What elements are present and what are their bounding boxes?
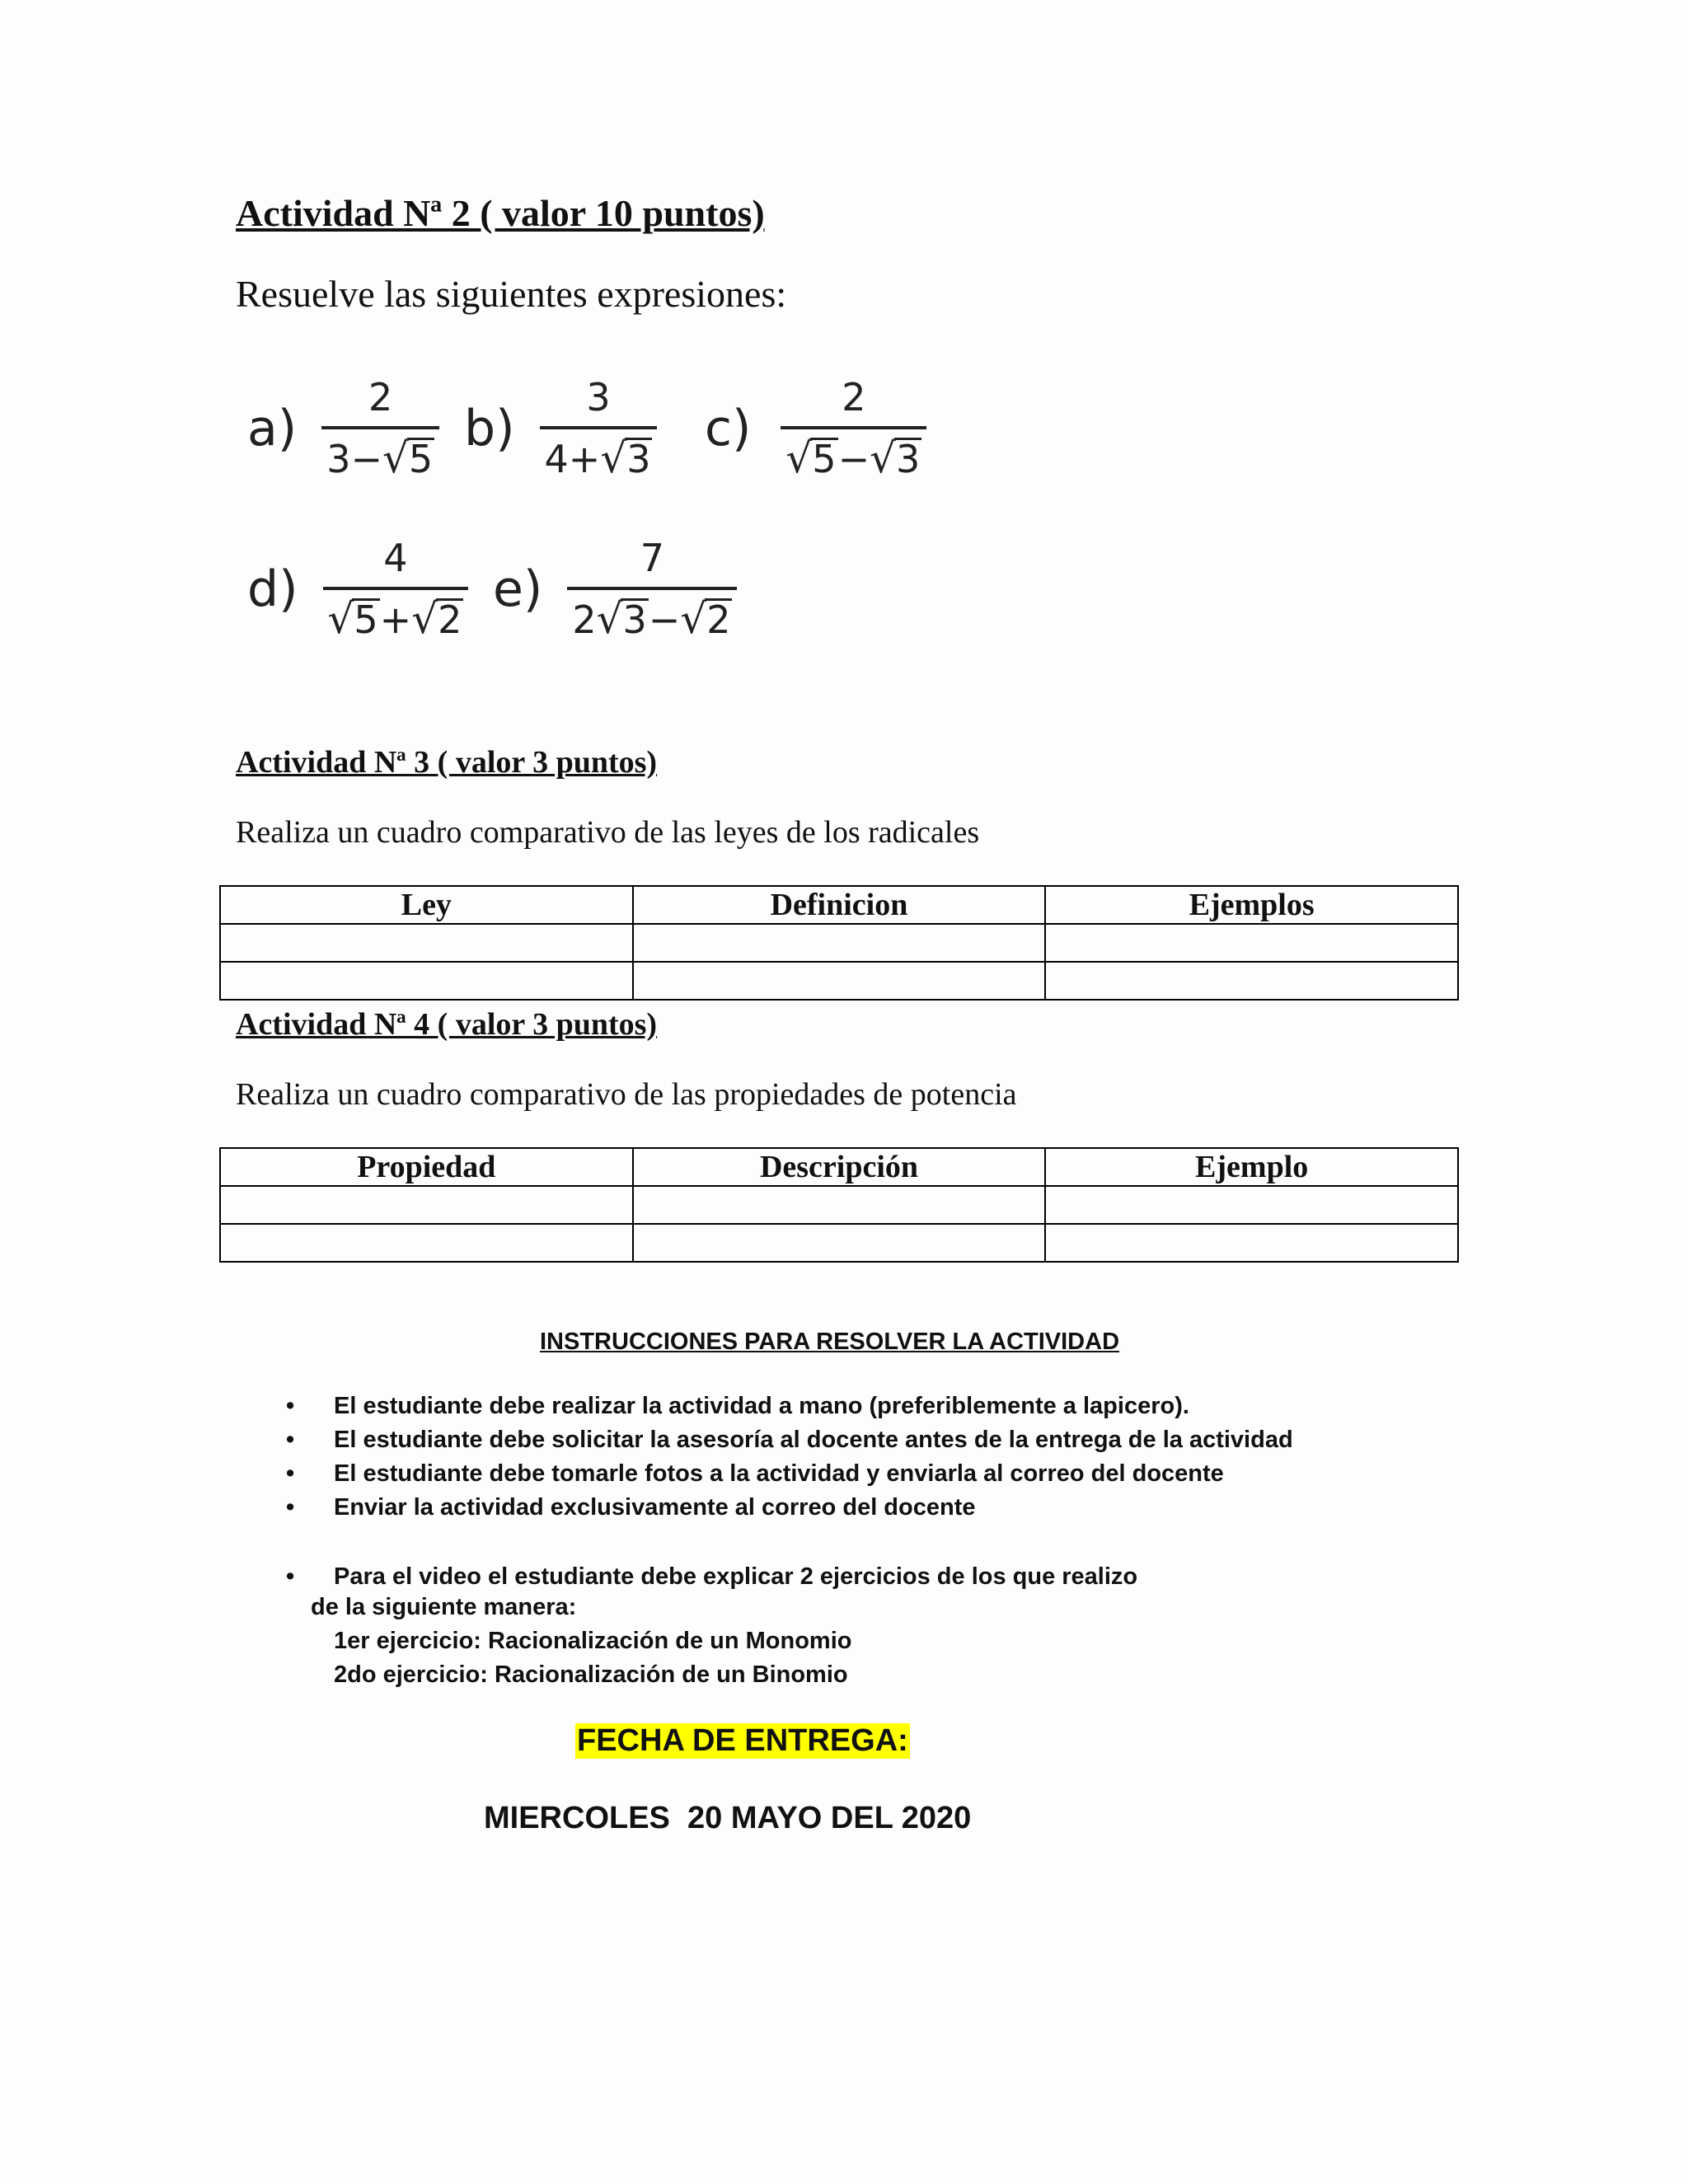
table-header-row (220, 1148, 1458, 1186)
table-cell[interactable] (633, 1186, 1046, 1224)
video-instructions (286, 1560, 1138, 1594)
numerator: 2 (842, 375, 866, 419)
sqrt-symbol: √ (600, 434, 627, 482)
bullet-icon: • (286, 1427, 295, 1453)
table-cell[interactable] (220, 962, 633, 1000)
exercise-a (247, 375, 439, 482)
exercise-c (705, 375, 926, 482)
sqrt-symbol: √ (411, 595, 438, 643)
numerator: 7 (640, 536, 665, 580)
fraction (540, 375, 658, 482)
radicals-table (219, 885, 1459, 1001)
sqrt-symbol: √ (785, 434, 813, 482)
col-header-descripcion: Descripción (633, 1148, 1046, 1186)
exercise-d (247, 536, 468, 643)
activity-3-prompt: Realiza un cuadro comparativo de las leyes de los radicales (236, 815, 980, 850)
table-cell[interactable] (633, 924, 1046, 962)
table-header-row (220, 886, 1458, 924)
sqrt-symbol: √ (382, 434, 409, 482)
exercise-label: e) (493, 560, 543, 618)
activity-4-title: Actividad Nª 4 ( valor 3 puntos) (236, 1007, 658, 1042)
video-exercise-2: 2do ejercicio: Racionalización de un Binomio (334, 1661, 848, 1688)
activity-2-title: Actividad Nª 2 ( valor 10 puntos) (236, 192, 765, 234)
sqrt-symbol: √ (870, 434, 896, 482)
denominator: 3−√5 (326, 434, 434, 482)
table-cell[interactable] (1045, 962, 1458, 1000)
denominator: √5−√3 (785, 434, 921, 482)
table-row (220, 1224, 1458, 1262)
bullet-icon: • (286, 1460, 295, 1487)
denominator: 2√3−√2 (572, 595, 731, 643)
numerator: 4 (383, 536, 408, 580)
fraction (321, 375, 439, 482)
fraction (781, 375, 926, 482)
activity-4-prompt: Realiza un cuadro comparativo de las propiedades de potencia (236, 1077, 1017, 1112)
table-cell[interactable] (633, 962, 1046, 1000)
exercise-label: b) (464, 400, 515, 457)
denominator: 4+√3 (544, 434, 651, 482)
list-item: • Enviar la actividad exclusivamente al correo del docente (334, 1491, 1293, 1525)
exercise-label: d) (247, 560, 298, 618)
list-item: • El estudiante debe tomarle fotos a la actividad y enviarla al correo del docente (334, 1457, 1293, 1491)
table-cell[interactable] (1045, 924, 1458, 962)
activity-3-title: Actividad Nª 3 ( valor 3 puntos) (236, 745, 658, 780)
instructions-heading: INSTRUCCIONES PARA RESOLVER LA ACTIVIDAD (540, 1329, 1120, 1355)
activity-2-prompt: Resuelve las siguientes expresiones: (236, 273, 787, 315)
table-cell[interactable] (1045, 1186, 1458, 1224)
col-header-ejemplo: Ejemplo (1045, 1148, 1458, 1186)
exercise-e (493, 536, 737, 643)
table-row (220, 1186, 1458, 1224)
exercise-label: c) (705, 400, 752, 457)
bullet-icon: • (286, 1393, 295, 1419)
sqrt-symbol: √ (596, 595, 623, 643)
sqrt-symbol: √ (680, 595, 707, 643)
col-header-ley: Ley (220, 886, 633, 924)
col-header-propiedad: Propiedad (220, 1148, 633, 1186)
exercise-label: a) (247, 400, 298, 457)
powers-table (219, 1147, 1459, 1263)
table-cell[interactable] (220, 1186, 633, 1224)
sqrt-symbol: √ (327, 595, 354, 643)
list-item: • El estudiante debe solicitar la asesoría al docente antes de la entrega de la actividad (334, 1423, 1293, 1457)
col-header-ejemplos: Ejemplos (1045, 886, 1458, 924)
exercise-b (464, 375, 657, 482)
deadline-label: FECHA DE ENTREGA: (577, 1723, 908, 1758)
numerator: 3 (586, 375, 611, 419)
video-exercise-1: 1er ejercicio: Racionalización de un Monomio (334, 1628, 852, 1654)
table-cell[interactable] (220, 1224, 633, 1262)
col-header-definicion: Definicion (633, 886, 1046, 924)
table-cell[interactable] (220, 924, 633, 962)
bullet-icon: • (286, 1494, 295, 1521)
table-row (220, 924, 1458, 962)
list-item: • Para el video el estudiante debe explicar 2 ejercicios de los que realizo (334, 1560, 1137, 1594)
instructions-list (286, 1390, 1293, 1525)
table-cell[interactable] (1045, 1224, 1458, 1262)
deadline-date: MIERCOLES 20 MAYO DEL 2020 (484, 1801, 972, 1835)
table-row (220, 962, 1458, 1000)
fraction (323, 536, 469, 643)
denominator: √5+√2 (327, 595, 462, 643)
bullet-icon: • (286, 1563, 295, 1590)
numerator: 2 (368, 375, 393, 419)
fraction (567, 536, 737, 643)
list-item: • El estudiante debe realizar la actividad a mano (preferiblemente a lapicero). (334, 1390, 1293, 1423)
video-instructions-cont: de la siguiente manera: (311, 1594, 577, 1620)
table-cell[interactable] (633, 1224, 1046, 1262)
